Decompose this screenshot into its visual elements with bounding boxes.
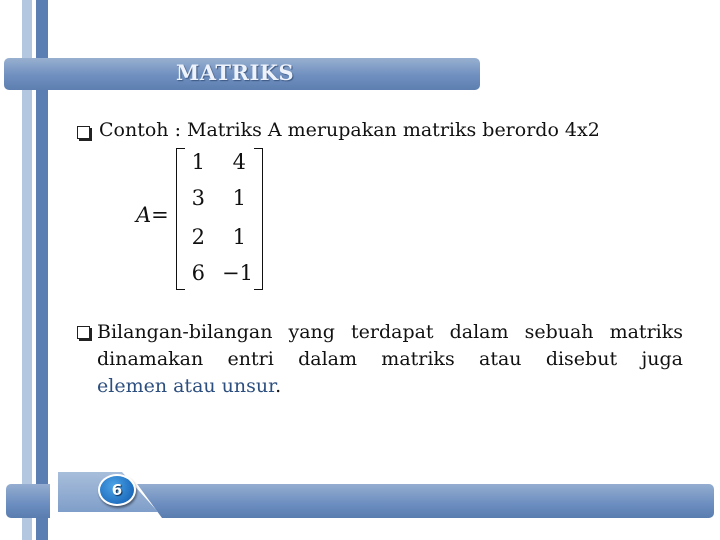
matrix-cell: 1 [191,150,205,174]
matrix-cell: 3 [191,186,205,210]
paragraph-line: Bilangan-bilangan yang terdapat dalam sebuah matriks [97,321,683,343]
matrix-cell: 6 [191,261,205,285]
matrix-cell: 1 [232,186,246,210]
matrix-lhs [136,203,169,227]
paragraph-line: dinamakan entri dalam matriks atau disebut juga [97,348,683,370]
checkbox-bullet-icon [77,126,90,139]
matrix-right-bracket [254,148,263,290]
matrix-cell: 4 [232,150,246,174]
page-number-badge [98,474,136,506]
definition-paragraph [97,319,683,400]
paragraph-end: . [275,375,282,397]
page-number: 6 [111,481,123,499]
matrix-name: A [136,203,152,227]
checkbox-bullet-icon [77,326,90,339]
example-text: Contoh : Matriks A merupakan matriks berordo 4x2 [99,119,600,141]
paragraph-line [97,373,683,400]
equals-sign: = [151,203,169,227]
matrix-cell: 2 [191,225,205,249]
matrix-cell: 1 [232,225,246,249]
matrix-cell: −1 [222,261,253,285]
emphasis-term: elemen atau unsur [97,375,276,397]
slide-title: MATRIKS [176,60,295,85]
